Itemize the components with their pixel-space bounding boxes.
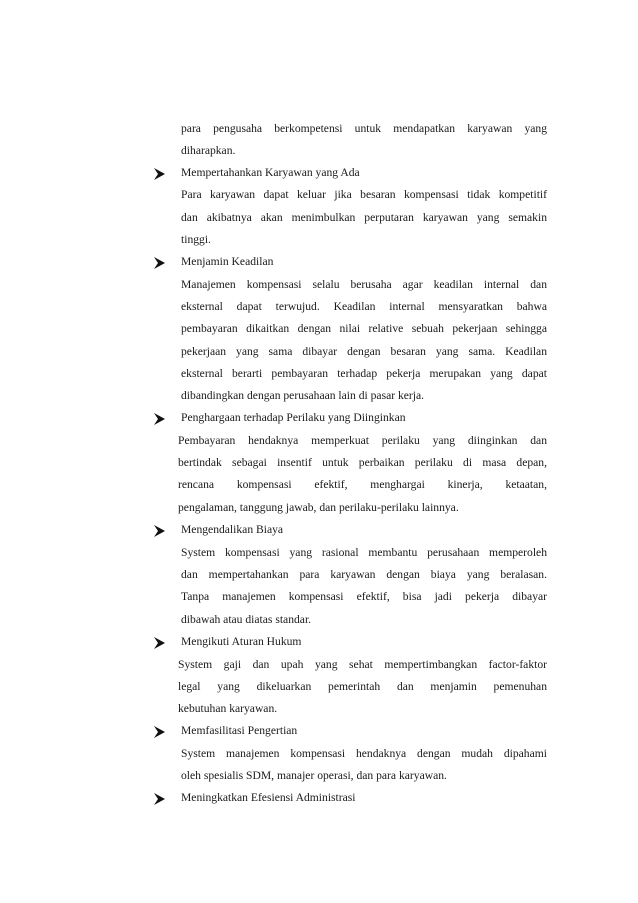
section-line: bertindak sebagai insentif untuk perbaikan perilaku di masa depan, [178,456,547,469]
section-heading: Menjamin Keadilan [181,255,274,268]
arrow-bullet-icon [153,636,166,650]
section-line: tinggi. [181,233,211,246]
section-line: dan mempertahankan para karyawan dengan biaya yang beralasan. [181,568,547,581]
section-line: Pembayaran hendaknya memperkuat perilaku yang diinginkan dan [178,434,547,447]
section-heading: Memfasilitasi Pengertian [181,724,298,737]
arrow-bullet-icon [153,167,166,181]
arrow-bullet-icon [153,792,166,806]
section-line: legal yang dikeluarkan pemerintah dan menjamin pemenuhan [178,680,547,693]
section-line: Tanpa manajemen kompensasi efektif, bisa jadi pekerja dibayar [181,590,547,603]
section-line: rencana kompensasi efektif, menghargai kinerja, ketaatan, [178,478,547,491]
section-line: dan akibatnya akan menimbulkan perputaran karyawan yang semakin [181,211,547,224]
section-heading: Mempertahankan Karyawan yang Ada [181,166,360,179]
section-line: oleh spesialis SDM, manajer operasi, dan para karyawan. [181,769,447,782]
section-line: dibawah atau diatas standar. [181,613,312,626]
section-line: pekerjaan yang sama dibayar dengan besaran yang sama. Keadilan [181,345,547,358]
section-line: Manajemen kompensasi selalu berusaha agar keadilan internal dan [181,278,547,291]
section-line: System gaji dan upah yang sehat mempertimbangkan factor-faktor [178,658,547,671]
arrow-bullet-icon [153,524,166,538]
arrow-bullet-icon [153,256,166,270]
section-line: pengalaman, tanggung jawab, dan perilaku-perilaku lainnya. [178,501,459,514]
section-heading: Meningkatkan Efesiensi Administrasi [181,791,356,804]
section-line: eksternal berarti pembayaran terhadap pekerja merupakan yang dapat [181,367,547,380]
arrow-bullet-icon [153,725,166,739]
section-line: Para karyawan dapat keluar jika besaran kompensasi tidak kompetitif [181,188,547,201]
intro-line: para pengusaha berkompetensi untuk mendapatkan karyawan yang [181,122,547,135]
section-line: pembayaran dikaitkan dengan nilai relative sebuah pekerjaan sehingga [181,322,547,335]
section-line: System manajemen kompensasi hendaknya dengan mudah dipahami [181,747,547,760]
arrow-bullet-icon [153,412,166,426]
section-line: System kompensasi yang rasional membantu perusahaan memperoleh [181,546,547,559]
section-line: kebutuhan karyawan. [178,702,278,715]
section-heading: Penghargaan terhadap Perilaku yang Diinginkan [181,411,406,424]
section-line: dibandingkan dengan perusahaan lain di pasar kerja. [181,389,425,402]
section-heading: Mengikuti Aturan Hukum [181,635,302,648]
intro-line: diharapkan. [181,144,236,157]
section-heading: Mengendalikan Biaya [181,523,284,536]
section-line: eksternal dapat terwujud. Keadilan internal mensyaratkan bahwa [181,300,547,313]
